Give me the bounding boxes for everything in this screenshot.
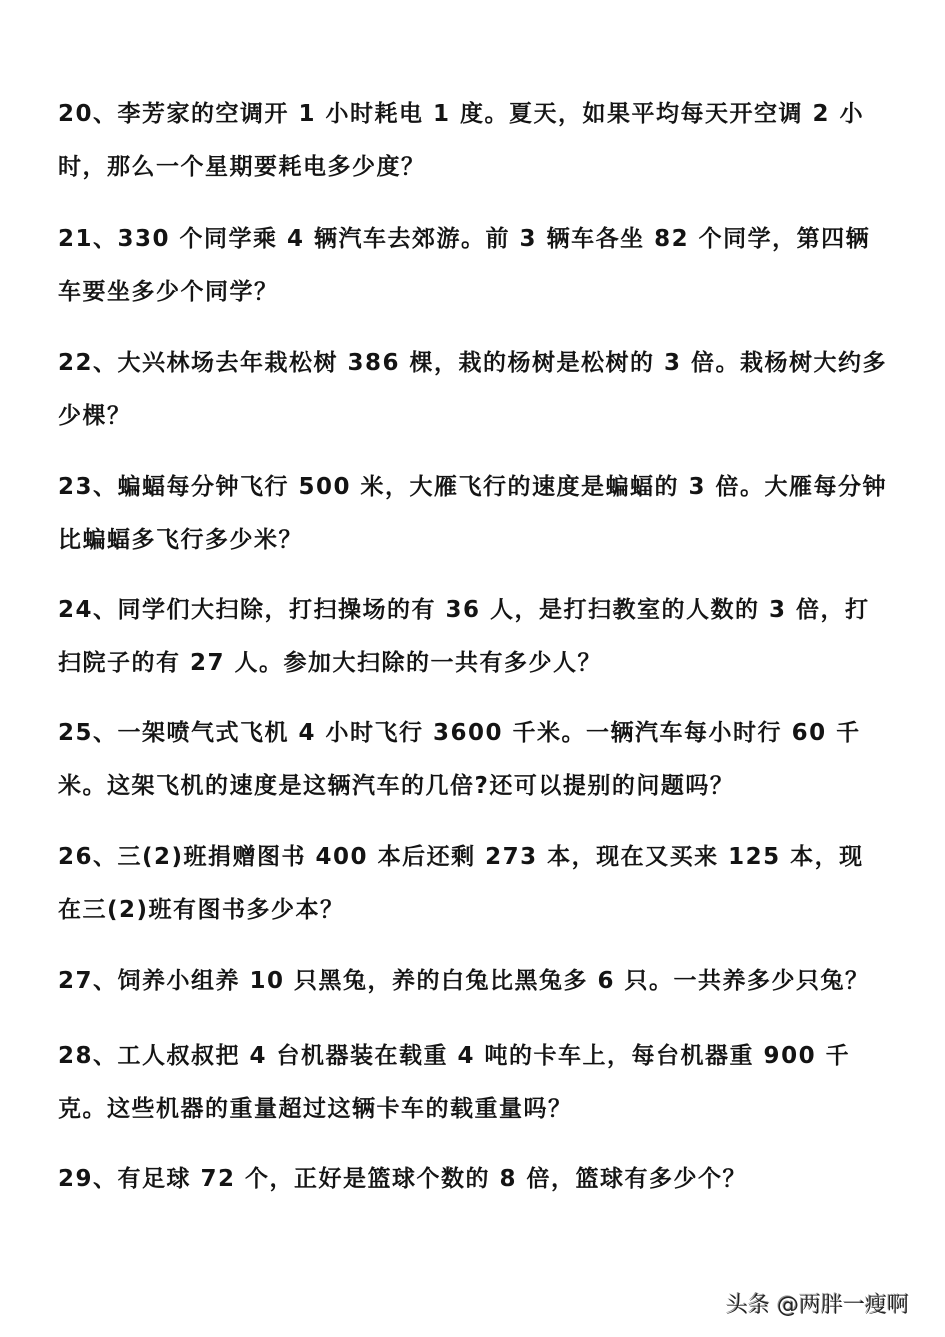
problem-27	[58, 955, 888, 1008]
problem-number: 27、	[58, 968, 118, 994]
problem-number: 20、	[58, 101, 118, 127]
problem-number: 25、	[58, 720, 118, 746]
problem-29	[58, 1153, 888, 1206]
problem-23	[58, 461, 888, 567]
problem-number: 24、	[58, 597, 118, 623]
problem-20	[58, 88, 888, 194]
problem-text: 饲养小组养 10 只黑兔，养的白兔比黑兔多 6 只。一共养多少只兔？	[117, 968, 870, 994]
problem-text: 同学们大扫除，打扫操场的有 36 人，是打扫教室的人数的 3 倍，打扫院子的有 27 人。参加大扫除的一共有多少人？	[58, 597, 870, 676]
problem-number: 29、	[58, 1166, 118, 1192]
problem-text: 330 个同学乘 4 辆汽车去郊游。前 3 辆车各坐 82 个同学，第四辆车要坐多少个同学？	[58, 226, 871, 305]
problem-text: 一架喷气式飞机 4 小时飞行 3600 千米。一辆汽车每小时行 60 千米。这架飞机的速度是这辆汽车的几倍?还可以提别的问题吗？	[58, 720, 861, 799]
problem-26	[58, 831, 888, 937]
problem-24	[58, 584, 888, 690]
problem-28	[58, 1030, 888, 1136]
problem-text: 三(2)班捐赠图书 400 本后还剩 273 本，现在又买来 125 本，现在三(2)班有图书多少本？	[58, 844, 864, 923]
problem-number: 26、	[58, 844, 118, 870]
problem-number: 23、	[58, 474, 118, 500]
problem-text: 工人叔叔把 4 台机器装在载重 4 吨的卡车上，每台机器重 900 千克。这些机器的重量超过这辆卡车的载重量吗？	[58, 1043, 851, 1122]
problem-text: 有足球 72 个，正好是篮球个数的 8 倍，篮球有多少个？	[117, 1166, 748, 1192]
problem-text: 李芳家的空调开 1 小时耗电 1 度。夏天，如果平均每天开空调 2 小时，那么一个星期要耗电多少度？	[58, 101, 865, 180]
problem-21	[58, 213, 888, 319]
problem-22	[58, 337, 888, 443]
problem-number: 22、	[58, 350, 118, 376]
problem-text: 大兴林场去年栽松树 386 棵，栽的杨树是松树的 3 倍。栽杨树大约多少棵？	[58, 350, 888, 429]
problem-text: 蝙蝠每分钟飞行 500 米，大雁飞行的速度是蝙蝠的 3 倍。大雁每分钟比蝙蝠多飞行多少米？	[58, 474, 888, 553]
problem-number: 28、	[58, 1043, 118, 1069]
problem-25	[58, 707, 888, 813]
problem-number: 21、	[58, 226, 118, 252]
watermark: 头条 @两胖一瘦啊	[726, 1293, 909, 1318]
